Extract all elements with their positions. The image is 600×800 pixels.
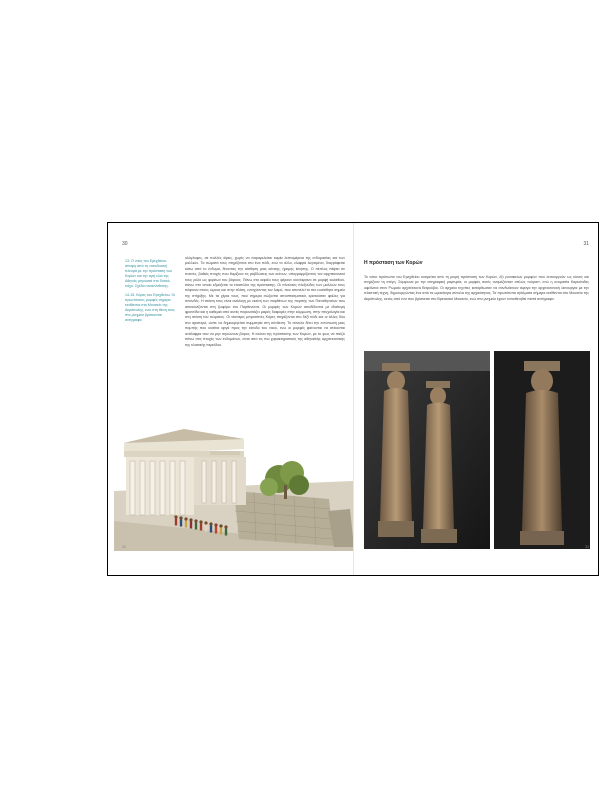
left-page <box>108 223 353 575</box>
caryatids-photo <box>364 351 490 549</box>
figure-caption: 13. Ο ναός του Ερεχθείου: άποψη από τη νοτιοδυτική πλευρά με την πρόσταση των Κορών και την ιερή ελιά της Αθηνάς μπροστά στο δυτικό τοίχο. Σχέδιο ανασύνθεσης. <box>125 259 173 288</box>
section-heading: Η πρόσταση των Κορών <box>364 260 423 266</box>
book-spread <box>107 222 599 576</box>
figure-caption: 14-15. Κόρες του Ερεχθείου. Οι πρωτότυπες μορφές σήμερα εκτίθενται στο Μουσείο της Ακρόπολης, ενώ στη θέση τους στο μνημείο βρίσκονται αντίγραφα. <box>125 293 176 322</box>
page-number: 30 <box>122 241 128 247</box>
erechtheion-illustration <box>114 421 353 551</box>
body-text: Το νότιο πρόσωπο του Ερεχθείου κοσμείται από τη μικρή πρόσταση των Κορών, έξι γυναικείων μορφών που λειτουργούν ως κίονες και στηρίζουν τη στέγη. Σύμφωνα με την επιγραφική μαρτυρία, οι μορφές αυτές ονομάζονταν απλώς «κόραι», ενώ η ονομασία Καρυάτιδες οφείλεται στον Ρωμαίο αρχιτέκτονα Βιτρούβιο. Οι αρχαίοι τεχνίτες κατόρθωσαν να συνδυάσουν άψογα την αρχιτεκτονική λειτουργία με την πλαστική τέχνη, δημιουργώντας ένα από τα ωραιότερα σύνολα της αρχαιότητας. Τα πρωτότυπα αγάλματα σήμερα εκτίθενται στο Μουσείο της Ακρόπολης, εκτός από ένα που βρίσκεται στο Βρετανικό Μουσείο, ενώ στο μνημείο έχουν τοποθετηθεί πιστά αντίγραφα. <box>364 275 589 301</box>
body-text: ολόγλυφες, σε πολλές όψεις, χωρίς να παραμελείται καμία λεπτομέρεια της ενδυμασίας και των μαλλιών. Τα σώματά τους στηρίζονται στο ένα πόδι, ενώ το άλλο, ελαφρά λυγισμένο, διαγράφεται κάτω από το ένδυμα, δίνοντας την αίσθηση μιας αέναης, ήρεμης κίνησης. Ο πέπλος πέφτει σε πυκνές, βαθιές πτυχές που θυμίζουν τις ραβδώσεις των κιόνων, υπογραμμίζοντας τον αρχιτεκτονικό τους ρόλο ως φορέων του βάρους. Πάνω στο κεφάλι τους φέρουν κιονόκρανο σε μορφή καλαθιού, πάνω στο οποίο εδράζεται το επιστύλιο της πρόστασης. Οι πλούσιες πλεξούδες των μαλλιών τους πέφτουν στους ώμους και στην πλάτη, ενισχύοντας τον λαιμό, που αποτελεί το πιο ευαίσθητο σημείο της στήριξης. Με τα χέρια τους, που σήμερα σώζονται αποσπασματικά, κρατούσαν φιάλες για σπονδές. Η στάση τους είναι ανάλογη με εκείνη των παρθένων της πομπής των Παναθηναίων που απεικονίζονται στη ζωφόρο του Παρθενώνα. Οι μορφές των Κορών αποδίδονται με ιδιαίτερη φροντίδα και η καθεμιά από αυτές παρουσιάζει μικρές διαφορές στην κόμμωση, στην πτυχολογία και στη στάση του σώματος. Οι τέσσερις μπροστινές Κόρες στηρίζονται στο δεξί πόδι και οι άλλες δύο στο αριστερό, ώστε να δημιουργείται συμμετρία στη σύνθεση. Το σύνολο δίνει την εντύπωση μιας πομπής που κινείται αργά προς την είσοδο του ναού, ενώ οι μορφές φαίνονται να στέκονται ανάλαφρα σαν να μην σηκώνουν βάρος. Η εικόνα της πρόστασης των Κορών, με το φως να παίζει πάνω στις πτυχές των ενδυμάτων, είναι από τις πιο χαρακτηριστικές της αθηναϊκής αρχιτεκτονικής της κλασικής περιόδου. <box>185 256 345 347</box>
page-number-bottom: 31 <box>585 545 589 549</box>
page-number-bottom: 30 <box>122 545 126 549</box>
right-page <box>354 223 599 575</box>
figure-caption-sidebar <box>125 259 179 327</box>
caryatid-photo <box>494 351 590 549</box>
page-number: 31 <box>583 241 589 247</box>
